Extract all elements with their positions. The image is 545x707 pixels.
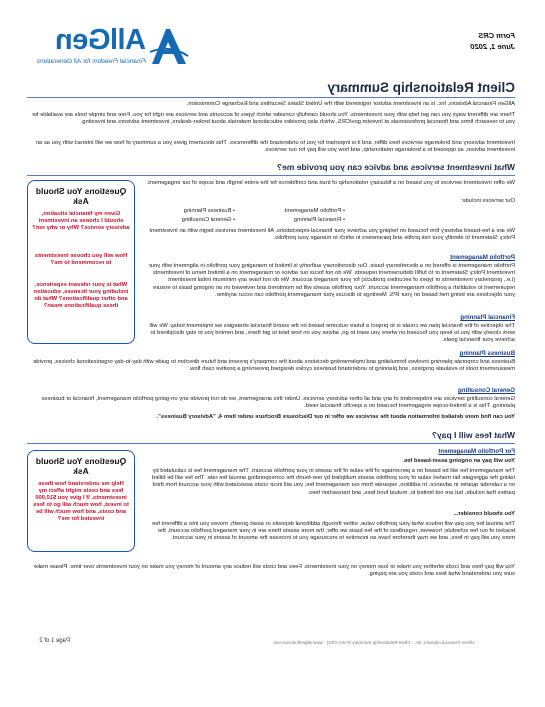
portfolio-management-title: Portfolio Management — [450, 254, 515, 261]
general-consulting-text: General consulting services are independent of any and all other advisory services. Under this arrangement, we do not provide any on-going portfolio management, financial or business planning. This is a limited-scope engagement focused on a specific financial need. — [41, 396, 515, 410]
title-divider — [27, 97, 515, 98]
service-item-financial: • Financial Planning — [293, 217, 345, 223]
footer-company: AllGen Financial Advisors, Inc. - Client Relationship Summary (Form CRS) - www.allgenfinancial.com — [273, 640, 475, 645]
asset-based-fee-line: You will pay an ongoing asset-based fee. — [402, 458, 515, 464]
question-3: What is your relevant experience, including your licenses, education and other qualifications? What do these qualifications mean? — [33, 282, 129, 310]
logo-wordmark: AllGen — [55, 24, 146, 56]
intro-paragraph-3: Investment advisory and brokerage services fees differ, and it is important for you to understand the differences. This document gives you a summary of how we will interact with you as an investment advisor, as opposed to a brokerage relationship, and how you will pay for our services. — [35, 140, 515, 154]
section-fees-heading: What fees will I pay? — [431, 430, 515, 440]
questions-box-heading: Questions You Should Ask — [35, 186, 127, 206]
intro-paragraph-2: There are different ways you can get help with your investments. You should carefully consider which types of accounts and services are right for you. Free and simple tools are available for you to research firms and financial professionals at Investor.gov/CRS, which also provides educational materials about broker-dealers, investment advisors and investing. — [31, 112, 515, 126]
general-consulting-title: General Consulting — [457, 387, 515, 394]
allgen-logo — [28, 24, 190, 74]
management-fee-text: The management fee will be based on a percentage of the value of the assets in your portfolio account. The management fee is calculated by taking the aggregate fair market value of your portfolio assets multiplied by one-fourth the corresponding annual fee rate. The fee will be billed on a calendar quarter in advance. In addition, separate from our management fee, you will incur costs associated with your account from third parties that include, but are not limited to, mutual fund fees, and transaction fees. — [151, 468, 515, 496]
fee-based-paragraph: We are a fee-based advisory firm focused on helping you achieve your financial expectations. All investment services begin with an Investment Policy Statement to identify your risk profile and parameters in which to manage your portfolio. — [149, 228, 515, 242]
page-title: Client Relationship Summary — [327, 80, 515, 95]
consider-title: You should consider... — [453, 511, 515, 517]
intro-paragraph-1: AllGen Financial Advisors, Inc. is an investment advisor registered with the United States Securities and Exchange Commission. — [186, 101, 515, 107]
logo-tagline: Financial Freedom for All Generations — [36, 58, 146, 65]
business-planning-title: Business Planning — [459, 350, 515, 357]
footer-page-number: Page 1 of 2 — [39, 638, 70, 644]
more-info-note: You can find more detailed information about the services we offer in our Disclosure Brochure under Item 4, "Advisory Business". — [156, 414, 515, 420]
form-date: June 1, 2020 — [470, 42, 515, 51]
financial-planning-title: Financial Planning — [460, 314, 515, 321]
business-planning-text: Business and corporate planning involves formulating and implementing decisions about the company's present and future direction to guide with day-to-day organizational choices, provide measurement tools to evaluate progress, and planning to understand business cycles designed preserving a positive cash flow. — [33, 359, 515, 373]
service-item-portfolio: • Portfolio Management — [284, 208, 345, 214]
questions-box-fees — [27, 450, 135, 552]
section-services-heading: What investment services and advice can you provide me? — [276, 162, 515, 172]
allgen-logo-mark-icon — [148, 26, 190, 66]
fee-question-1: Help me understand how these fees and costs might affect my investments. If I give you $10,000 to invest, how much will go to fees and costs, and how much will be invested for me? — [33, 481, 129, 523]
fees-final-paragraph: You will pay fees and costs whether you make or lose money on your investments. Fees and costs will reduce any amount of money you make on your investments over time. Please make sure you understand what fees and costs you are paying. — [33, 564, 515, 578]
section-fees-divider — [27, 443, 515, 444]
form-number: Form CRS — [478, 31, 515, 40]
question-2: How will you choose investments to recommend to me? — [34, 253, 128, 267]
services-paragraph: We offer investment services to you based on a fiduciary relationship of trust and confidence for the entire length and scope of our engagement. — [146, 180, 515, 186]
section-services-divider — [27, 175, 515, 176]
question-1: Given my financial situation, should I choose an investment advisory service? Why or why not? — [32, 211, 130, 232]
service-item-consulting: • General Consulting — [181, 217, 235, 223]
form-header — [470, 30, 515, 52]
portfolio-management-text: Portfolio management is offered on a discretionary basis. Our discretionary authority is limited to managing your portfolio in alignment with your Investment Policy Statement or to fulfill disbursement requests. We do not focus our advice or management on a limited menu of investments (i.e., proprietary investments or types of securities products) for your managed account. We do not have any minimum initial investment requirement to establish a portfolio management account. Your portfolio assets will be monitored and reviewed on an ongoing basis to ensure your objectives are being met based on your IPS. Meetings to discuss your management portfolio can occur anytime. — [148, 263, 515, 298]
fees-portfolio-title: For Portfolio Management — [438, 448, 515, 455]
questions-box-heading: Questions You Should Ask — [35, 456, 127, 476]
services-intro: Our services include: — [460, 198, 515, 204]
financial-planning-text: The objective of the financial plan we create is to project a future outcome based on the sound financial strategies we implement today. We will work closely with you to keep you focused on where you want to go, advise you on how best to get there, and remind you to stay disciplined to achieve your financial goals. — [149, 323, 515, 344]
consider-text: The annual fee you pay will reduce what your portfolio value, either through additional deposits or asset growth, moves you into a different fee bracket of our fee schedule; however, regardless of the fee basis we offer, the more assets there are in your managed portfolio account, the more you will pay in fees, and we may therefore have an incentive to encourage you to increase the amount of assets in your account. — [151, 521, 515, 542]
questions-box-services — [27, 180, 135, 344]
service-item-business: • Business Planning — [183, 208, 235, 214]
